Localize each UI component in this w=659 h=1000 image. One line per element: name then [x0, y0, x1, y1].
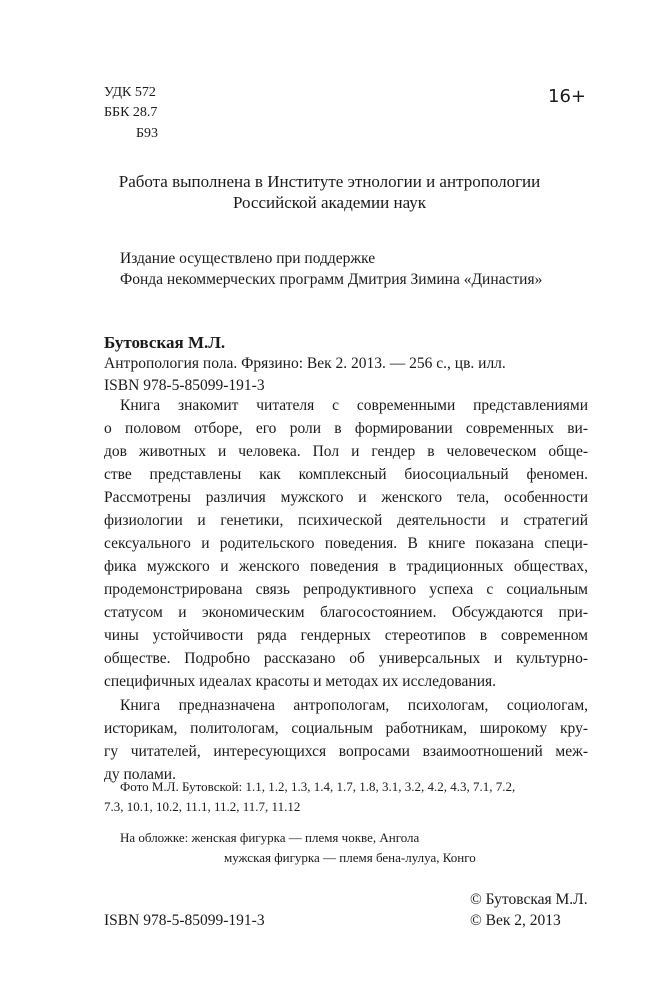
bbk-code: ББК 28.7: [104, 105, 158, 120]
bibliographic-isbn: ISBN 978-5-85099-191-3: [104, 377, 265, 394]
annotation-line: Книга знакомит читателя с современными представлениями: [120, 397, 588, 414]
author-heading: Бутовская М.Л.: [104, 333, 226, 352]
support-line-1: Издание осуществлено при поддержке: [120, 250, 376, 267]
annotation-line: продемонстрирована связь репродуктивного успеха с социальным: [104, 581, 588, 598]
age-rating-badge: 16+: [548, 86, 586, 107]
annotation-line: специфичных идеалах красоты и методах их исследования.: [104, 673, 496, 690]
annotation-line: статусом и экономическим благосостоянием. Обсуждаются при-: [104, 604, 588, 621]
copyright-author: © Бутовская М.Л.: [470, 891, 588, 908]
annotation-line: о половом отборе, его роли в формировании современных ви-: [104, 420, 588, 437]
annotation-line: физиологии и генетики, психической деятельности и стратегий: [104, 512, 588, 529]
institute-line-2: Российской академии наук: [232, 193, 427, 212]
photo-credits-line-2: 7.3, 10.1, 10.2, 11.1, 11.2, 11.7, 11.12: [104, 799, 301, 814]
annotation-line: обществе. Подробно рассказано об универсальных и культурно-: [104, 650, 588, 667]
isbn-footer: ISBN 978-5-85099-191-3: [104, 912, 265, 929]
author-mark: Б93: [136, 126, 159, 141]
annotation-line: сексуального и родительского поведения. В книге показана специ-: [104, 535, 588, 552]
cover-note-line-1: На обложке: женская фигурка — племя чокве, Ангола: [120, 830, 420, 845]
institute-line-1: Работа выполнена в Институте этнологии и антропологии: [118, 172, 541, 191]
support-line-2: Фонда некоммерческих программ Дмитрия Зимина «Династия»: [120, 271, 543, 288]
annotation-line: историкам, политологам, социальным работникам, широкому кру-: [104, 720, 588, 737]
annotation-line: Книга предназначена антропологам, психологам, социологам,: [120, 697, 588, 714]
cover-note-line-2: мужская фигурка — племя бена-лулуа, Конго: [224, 850, 476, 865]
bibliographic-title: Антропология пола. Фрязино: Век 2. 2013. — 256 с., цв. илл.: [104, 355, 506, 372]
annotation-paragraph-1: [104, 394, 588, 693]
udk-code: УДК 572: [104, 85, 156, 100]
copyright-publisher: © Век 2, 2013: [470, 912, 561, 929]
annotation-line: ду полами.: [104, 766, 176, 783]
annotation-line: Рассмотрены различия мужского и женского тела, особенности: [104, 489, 588, 506]
annotation-line: дов животных и человека. Пол и гендер в человеческом обще-: [104, 443, 588, 460]
annotation-line: чины устойчивости ряда гендерных стереотипов в современном: [104, 627, 588, 644]
annotation-line: стве представлены как комплексный биосоциальный феномен.: [104, 466, 588, 483]
photo-credits-line-1: Фото М.Л. Бутовской: 1.1, 1.2, 1.3, 1.4, 1.7, 1.8, 3.1, 3.2, 4.2, 4.3, 7.1, 7.2,: [120, 779, 516, 794]
annotation-line: гу читателей, интересующихся вопросами взаимоотношений меж-: [104, 743, 588, 760]
annotation-line: фика мужского и женского поведения в традиционных обществах,: [104, 558, 588, 575]
annotation-paragraph-2: [104, 694, 588, 786]
